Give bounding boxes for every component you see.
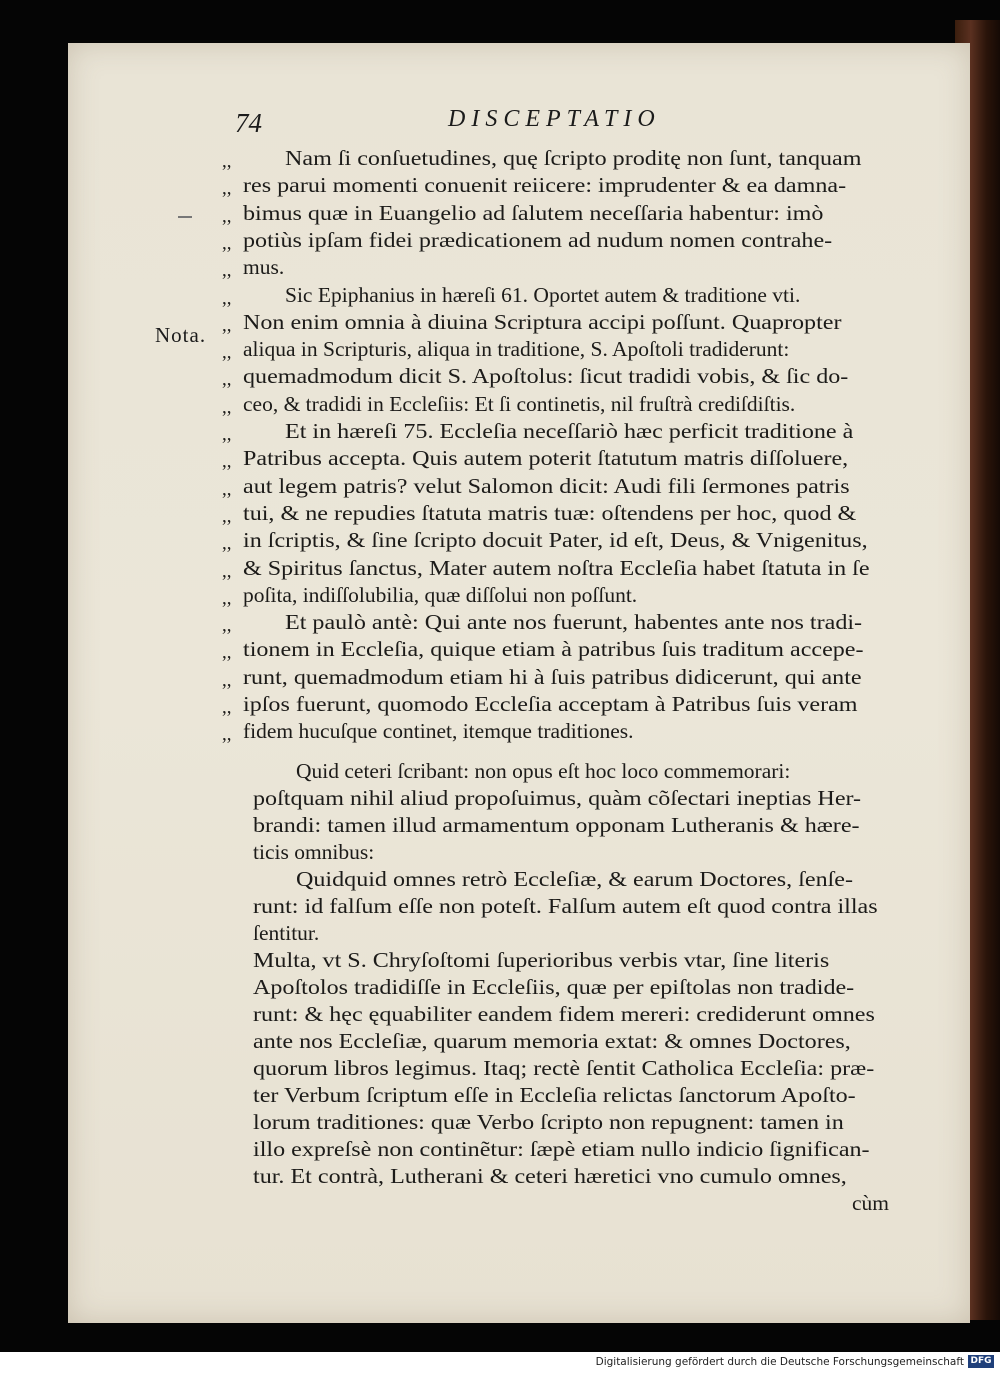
quote-mark: ,, — [222, 642, 232, 664]
quote-mark: ,, — [222, 178, 232, 200]
text-line: ceo, & tradidi in Eccleſiis: Et ſi continetis, nil fruſtrà crediſdiſtis. — [243, 391, 796, 416]
text-line: runt: id falſum eſſe non poteſt. Falſum autem eſt quod contra illas — [253, 894, 878, 918]
quote-mark: ,, — [222, 478, 232, 500]
text-line: Non enim omnia à diuina Scriptura accipi poſſunt. Quapropter — [243, 309, 842, 334]
text-line: bimus quæ in Euangelio ad ſalutem neceſſaria habentur: imò — [243, 200, 824, 225]
quote-mark: ,, — [222, 314, 232, 336]
text-line: ter Verbum ſcriptum eſſe in Eccleſia relictas ſanctorum Apoſto- — [253, 1083, 856, 1107]
text-line: poſtquam nihil aliud propoſuimus, quàm cõſectari ineptias Her- — [253, 786, 862, 810]
text-line: quemadmodum dicit S. Apoſtolus: ſicut tradidi vobis, & ſic do- — [243, 364, 849, 389]
running-head: DISCEPTATIO — [448, 106, 661, 132]
text-line: ſentitur. — [253, 921, 320, 945]
text-line: potiùs ipſam fidei prædicationem ad nudum nomen contrahe- — [243, 227, 833, 252]
text-line: Sic Epiphanius in hæreſi 61. Oportet autem & traditione vti. — [285, 282, 801, 307]
text-line: lorum traditiones: quæ Verbo ſcripto non repugnent: tamen in — [253, 1110, 844, 1134]
text-line: ante nos Eccleſiæ, quarum memoria extat: & omnes Doctores, — [253, 1029, 851, 1053]
text-line: Quidquid omnes retrò Eccleſiæ, & earum Doctores, ſenſe- — [296, 867, 854, 891]
quote-mark: ,, — [222, 560, 232, 582]
text-line: tui, & ne repudies ſtatuta matris tuæ: oſtendens per hoc, quod & — [243, 500, 857, 525]
quote-mark: ,, — [222, 205, 232, 227]
quote-mark: ,, — [222, 232, 232, 254]
page-number: 74 — [235, 108, 262, 138]
text-line: brandi: tamen illud armamentum opponam Lutheranis & hære- — [253, 813, 860, 837]
text-line: fidem hucuſque continet, itemque traditiones. — [243, 719, 634, 744]
quote-mark: ,, — [222, 697, 232, 718]
text-line: runt: & hęc ęquabiliter eandem fidem mereri: crediderunt omnes — [253, 1002, 875, 1026]
dfg-logo: DFG — [968, 1355, 994, 1368]
quote-mark: ,, — [222, 615, 232, 637]
text-line: Nam ſi conſuetudines, quę ſcripto proditę non ſunt, tanquam — [285, 146, 862, 170]
text-line: tur. Et contrà, Lutherani & ceteri hæretici vno cumulo omnes, — [253, 1164, 847, 1188]
margin-note: Nota. — [155, 323, 207, 347]
text-line: Multa, vt S. Chryſoſtomi ſuperioribus verbis vtar, ſine literis — [253, 948, 830, 972]
quote-mark: ,, — [222, 260, 232, 282]
text-line: ipſos fuerunt, quomodo Eccleſia acceptam à Patribus ſuis veram — [243, 692, 858, 716]
text-line: Quid ceteri ſcribant: non opus eſt hoc loco commemorari: — [296, 759, 791, 783]
text-line: Et paulò antè: Qui ante nos fuerunt, habentes ante nos tradi- — [285, 610, 863, 635]
quote-mark: ,, — [222, 287, 232, 309]
quote-mark: ,, — [222, 151, 232, 172]
funding-credit: Digitalisierung gefördert durch die Deutsche Forschungsgemeinschaft — [595, 1356, 964, 1368]
quote-mark: ,, — [222, 451, 232, 473]
text-line: aliqua in Scripturis, aliqua in traditione, S. Apoſtoli tradiderunt: — [243, 337, 790, 362]
margin-mark — [178, 216, 192, 218]
quote-mark: ,, — [222, 533, 232, 555]
quote-mark: ,, — [222, 587, 232, 609]
quote-mark: ,, — [222, 424, 232, 445]
text-line: aut legem patris? velut Salomon dicit: Audi fili ſermones patris — [243, 473, 850, 498]
quote-mark: ,, — [222, 396, 232, 418]
text-line: quorum libros legimus. Itaq; rectè ſentit Catholica Eccleſia: præ- — [253, 1056, 875, 1080]
text-line: tionem in Eccleſia, quique etiam à patribus ſuis traditum accepe- — [243, 637, 864, 662]
text-line: in ſcriptis, & ſine ſcripto docuit Pater, id eſt, Deus, & Vnigenitus, — [243, 528, 868, 553]
text-line: ticis omnibus: — [253, 840, 375, 864]
quote-mark: ,, — [222, 505, 232, 527]
quote-mark: ,, — [222, 369, 232, 391]
text-line: Apoſtolos tradidiſſe in Eccleſiis, quæ per epiſtolas non tradide- — [253, 975, 855, 999]
quote-mark: ,, — [222, 669, 232, 691]
text-line: & Spiritus ſanctus, Mater autem noſtra Eccleſia habet ſtatuta in ſe — [243, 555, 870, 580]
text-line: poſita, indiſſolubilia, quæ diſſolui non poſſunt. — [243, 582, 638, 607]
text-line: mus. — [243, 255, 285, 280]
text-line: Et in hæreſi 75. Eccleſia neceſſariò hæc perficit traditione à — [285, 419, 854, 443]
quote-mark: ,, — [222, 342, 232, 364]
text-line: illo expreſsè non continẽtur: ſæpè etiam nullo indicio ſignifican- — [253, 1137, 870, 1161]
quote-mark: ,, — [222, 724, 232, 746]
catchword: cùm — [852, 1191, 890, 1215]
text-line: res parui momenti conuenit reiicere: imprudenter & ea damna- — [243, 173, 847, 198]
text-line: runt, quemadmodum etiam hi à ſuis patribus didicerunt, qui ante — [243, 664, 862, 689]
text-line: Patribus accepta. Quis autem poterit ſtatutum matris diſſoluere, — [243, 446, 849, 471]
footer-bar — [0, 1352, 1000, 1373]
